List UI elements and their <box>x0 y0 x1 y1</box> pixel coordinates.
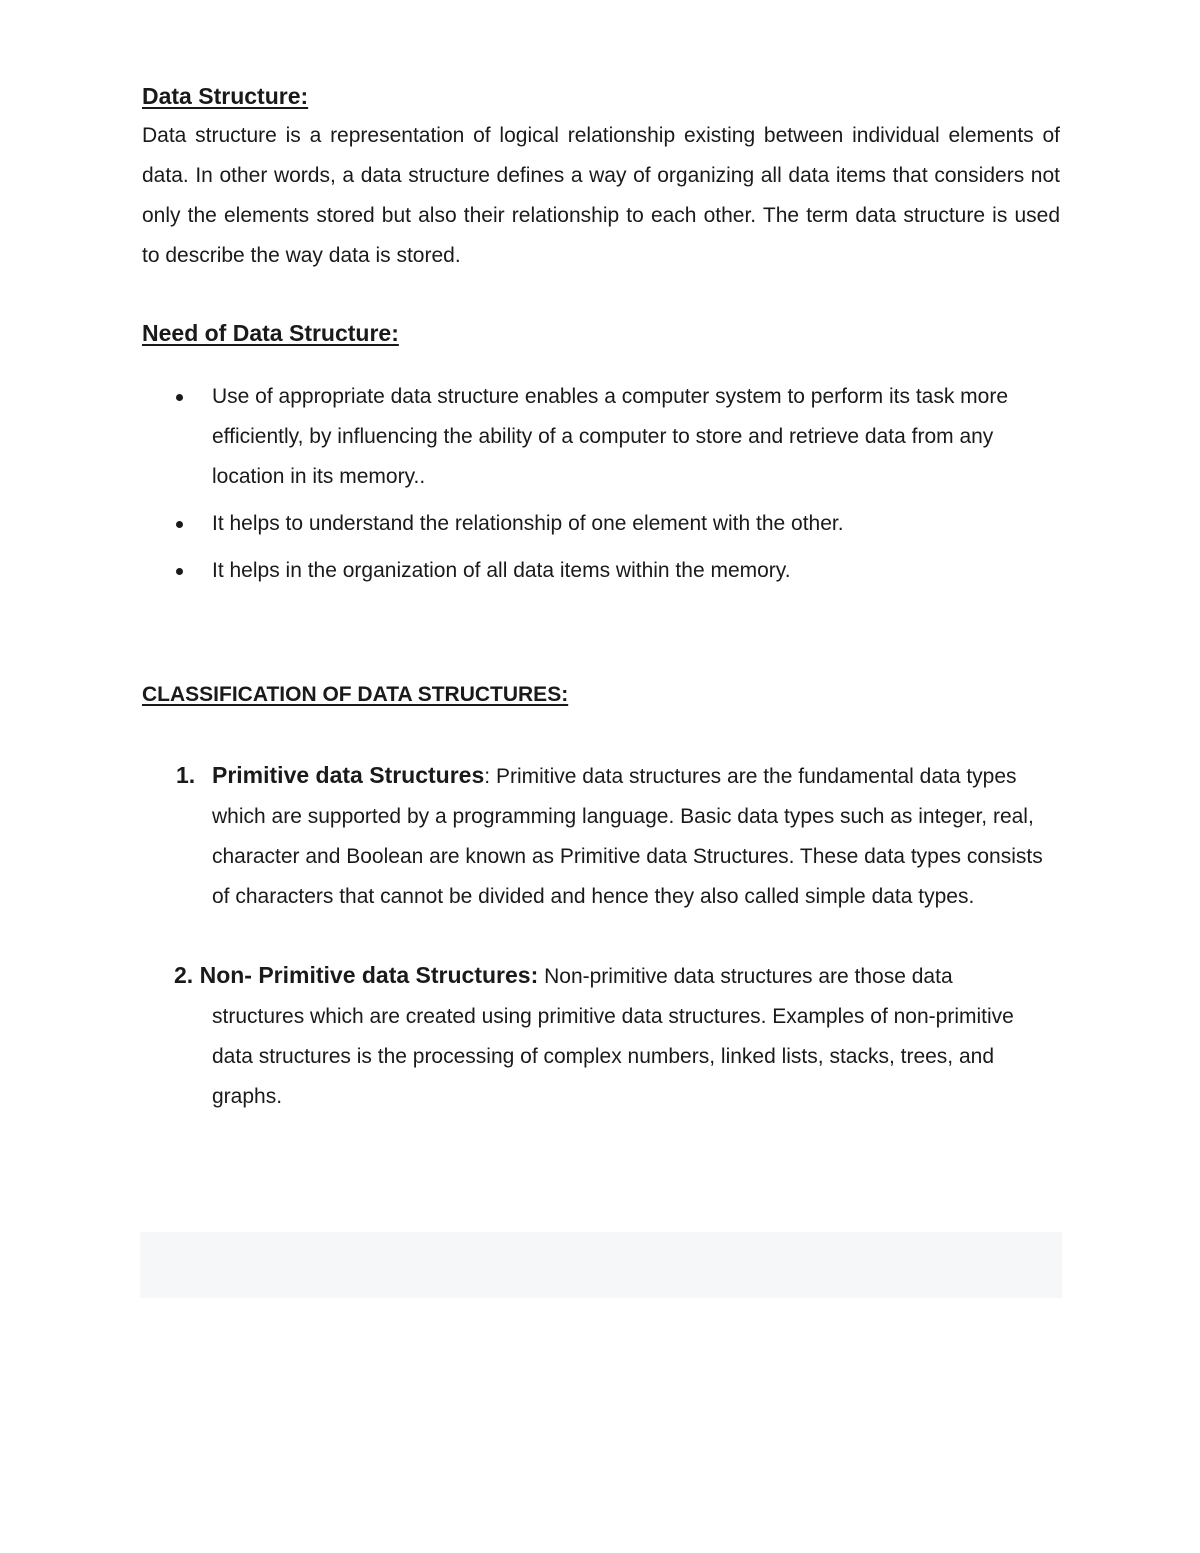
item-term: Non- Primitive data Structures: <box>193 962 539 988</box>
item-text: Non-primitive data structures are those data structures which are created using primitive data structures. Examples of non-primitive data structures is the processing of complex numbers, linked lists, stacks, trees, and graphs. <box>212 965 1014 1108</box>
data-structure-paragraph: Data structure is a representation of logical relationship existing between individual elements of data. In other words, a data structure defines a way of organizing all data items that considers not only the elements stored but also their relationship to each other. The term data structure is used to describe the way data is stored. <box>142 124 1060 267</box>
classification-heading: CLASSIFICATION OF DATA STRUCTURES: <box>142 683 569 706</box>
list-item <box>142 551 1060 591</box>
bullet-icon <box>176 568 183 575</box>
bullet-icon <box>176 521 183 528</box>
document-page <box>142 78 1060 1117</box>
bullet-icon <box>176 394 183 401</box>
data-structure-heading: Data Structure: <box>142 83 309 109</box>
bullet-text: It helps in the organization of all data items within the memory. <box>212 559 791 582</box>
classification-item-non-primitive <box>142 955 1060 1117</box>
classification-item-primitive <box>142 755 1060 917</box>
need-bullet-list <box>142 377 1060 591</box>
item-term: Primitive data Structures <box>212 762 485 788</box>
need-heading: Need of Data Structure: <box>142 320 399 346</box>
item-number: 2. <box>174 962 194 988</box>
item-text: Primitive data structures are the fundamental data types which are supported by a programming language. Basic data types such as integer, real, character and Boolean are known as Primitive data Structures. These data types consists of characters that cannot be divided and hence they also called simple data types. <box>212 765 1043 908</box>
item-separator: : <box>484 765 491 788</box>
list-item <box>142 377 1060 497</box>
bullet-text: Use of appropriate data structure enables a computer system to perform its task more efficiently, by influencing the ability of a computer to store and retrieve data from any location in its memory.. <box>212 385 1009 488</box>
list-item <box>142 504 1060 544</box>
item-number: 1. <box>176 762 196 788</box>
footer-shaded-block <box>140 1232 1062 1298</box>
bullet-text: It helps to understand the relationship of one element with the other. <box>212 512 844 535</box>
